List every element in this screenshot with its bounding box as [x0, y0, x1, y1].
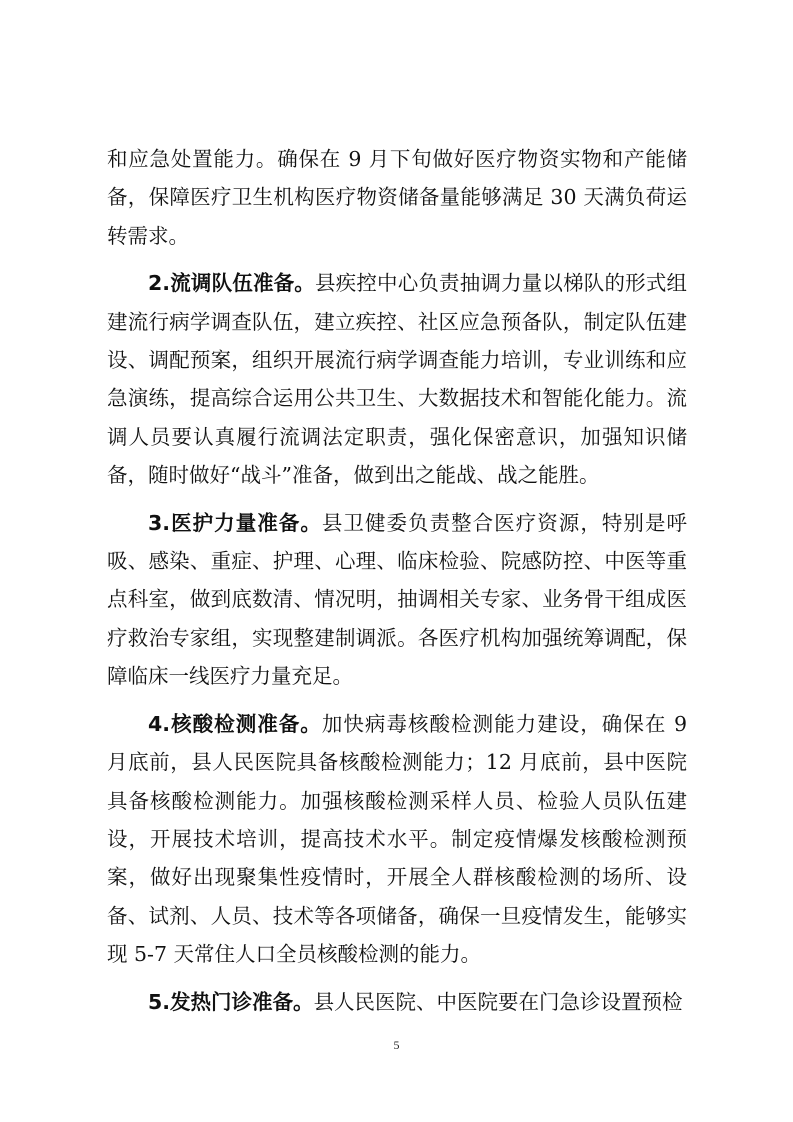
- section-heading: 2.流调队伍准备。: [148, 271, 315, 296]
- section-heading: 5.发热门诊准备。: [148, 989, 314, 1014]
- paragraph-text: 和应急处置能力。确保在 9 月下旬做好医疗物资实物和产能储备，保障医疗卫生机构医疗物资储备量能够满足 30 天满负荷运转需求。: [107, 147, 687, 248]
- section-medical-staff: [107, 504, 687, 696]
- section-heading: 3.医护力量准备。: [148, 510, 322, 535]
- paragraph-text: 县人民医院、中医院要在门急诊设置预检: [313, 989, 683, 1014]
- section-fever-clinic: [107, 983, 687, 1021]
- paragraph-text: 县卫健委负责整合医疗资源，特别是呼吸、感染、重症、护理、心理、临床检验、院感防控、中医等重点科室，做到底数清、情况明，抽调相关专家、业务骨干组成医疗救治专家组，实现整建制调派。各医疗机构加强统筹调配，保障临床一线医疗力量充足。: [107, 510, 687, 689]
- section-flow-investigation-team: [107, 264, 687, 494]
- section-heading: 4.核酸检测准备。: [148, 711, 322, 736]
- paragraph-text: 县疾控中心负责抽调力量以梯队的形式组建流行病学调查队伍，建立疾控、社区应急预备队，制定队伍建设、调配预案，组织开展流行病学调查能力培训，专业训练和应急演练，提高综合运用公共卫生、大数据技术和智能化能力。流调人员要认真履行流调法定职责，强化保密意识，加强知识储备，随时做好“战斗”准备，做到出之能战、战之能胜。: [107, 271, 688, 488]
- page-number: 5: [393, 1038, 400, 1052]
- document-body: [107, 140, 687, 1021]
- section-nucleic-acid-testing: [107, 705, 687, 974]
- paragraph-continued: [107, 140, 687, 255]
- paragraph-text: 加快病毒核酸检测能力建设，确保在 9 月底前，县人民医院具备核酸检测能力；12 月底前，县中医院具备核酸检测能力。加强核酸检测采样人员、检验人员队伍建设，开展技术培训，提高技术水平。制定疫情爆发核酸检测预案，做好出现聚集性疫情时，开展全人群核酸检测的场所、设备、试剂、人员、技术等各项储备，确保一旦疫情发生，能够实现 5-7 天常住人口全员核酸检测的能力。: [107, 711, 687, 967]
